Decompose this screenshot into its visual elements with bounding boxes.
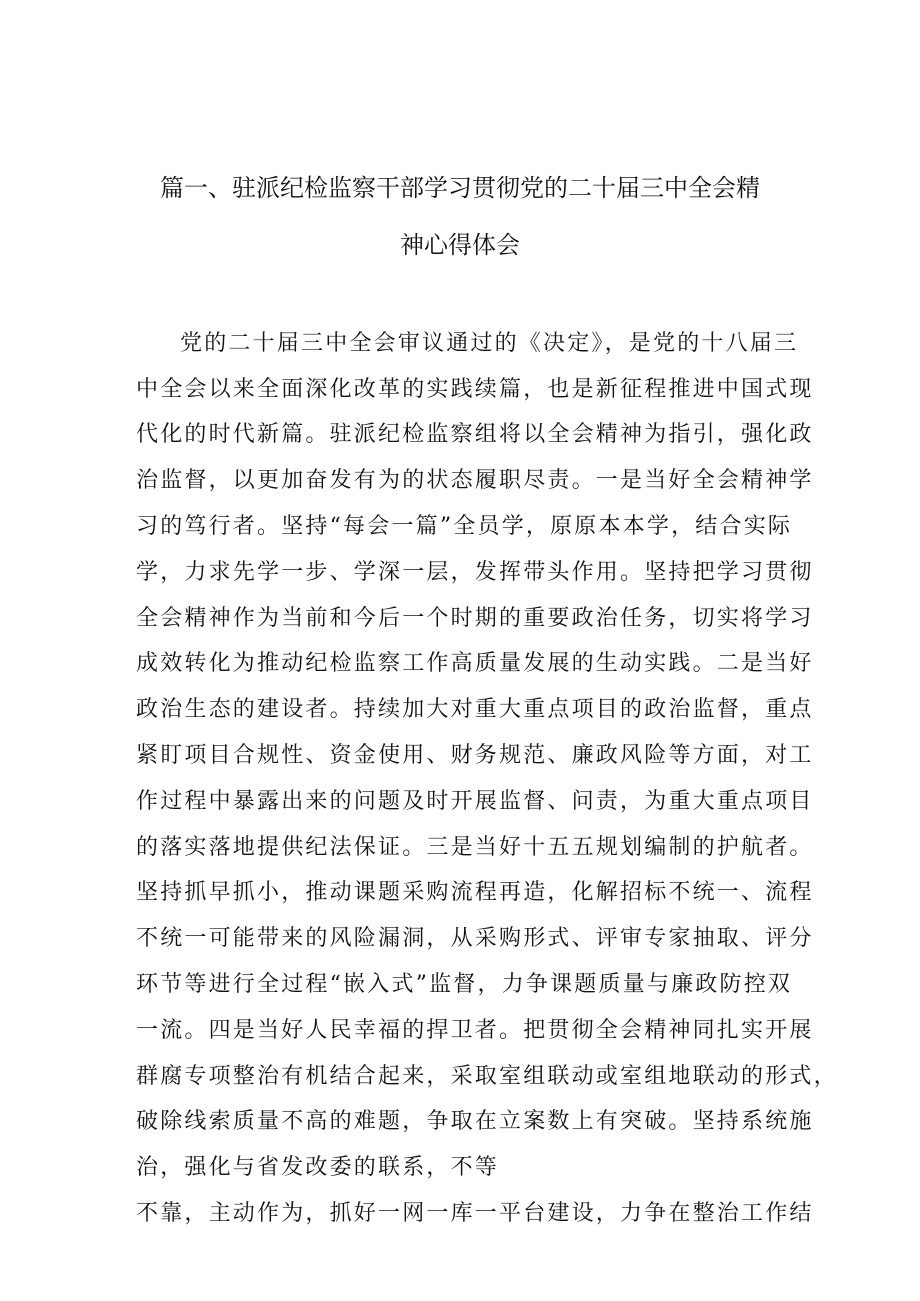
document-title-line-2: 神心得体会 xyxy=(400,231,520,259)
body-paragraph-line: 不靠，主动作为，抓好一网一库一平台建设，力争在整治工作结 xyxy=(136,1201,814,1226)
body-paragraph-line: 作过程中暴露出来的问题及时开展监督、问责，为重大重点项目 xyxy=(136,789,814,814)
body-paragraph-line: 的落实落地提供纪法保证。三是当好十五五规划编制的护航者。 xyxy=(136,835,814,860)
body-paragraph-line: 紧盯项目合规性、资金使用、财务规范、廉政风险等方面，对工 xyxy=(136,743,814,768)
body-paragraph-line: 破除线索质量不高的难题，争取在立案数上有突破。坚持系统施 xyxy=(136,1109,814,1134)
body-paragraph-line: 群腐专项整治有机结合起来，采取室组联动或室组地联动的形式， xyxy=(136,1064,838,1089)
body-paragraph-line: 环节等进行全过程“嵌入式”监督，力争课题质量与廉政防控双 xyxy=(136,972,793,997)
body-paragraph-line: 治监督，以更加奋发有为的状态履职尽责。一是当好全会精神学 xyxy=(136,468,814,493)
body-paragraph-line: 中全会以来全面深化改革的实践续篇，也是新征程推进中国式现 xyxy=(136,377,814,402)
body-paragraph-line: 治，强化与省发改委的联系，不等 xyxy=(136,1155,500,1180)
body-paragraph-line: 一流。四是当好人民幸福的捍卫者。把贯彻全会精神同扎实开展 xyxy=(136,1018,814,1043)
body-paragraph-line: 成效转化为推动纪检监察工作高质量发展的生动实践。二是当好 xyxy=(136,651,814,676)
body-paragraph-line: 代化的时代新篇。驻派纪检监察组将以全会精神为指引，强化政 xyxy=(136,422,814,447)
body-paragraph-line: 政治生态的建设者。持续加大对重大重点项目的政治监督，重点 xyxy=(136,697,814,722)
body-paragraph-line: 不统一可能带来的风险漏洞，从采购形式、评审专家抽取、评分 xyxy=(136,926,814,951)
body-paragraph-line: 全会精神作为当前和今后一个时期的重要政治任务，切实将学习 xyxy=(136,606,814,631)
body-paragraph-line: 党的二十届三中全会审议通过的《决定》，是党的十八届三 xyxy=(180,331,799,356)
body-paragraph-line: 习的笃行者。坚持“每会一篇”全员学，原原本本学，结合实际 xyxy=(136,514,793,539)
body-paragraph-line: 学，力求先学一步、学深一层，发挥带头作用。坚持把学习贯彻 xyxy=(136,560,814,585)
body-paragraph-line: 坚持抓早抓小，推动课题采购流程再造，化解招标不统一、流程 xyxy=(136,880,814,905)
document-title-line-1: 篇一、驻派纪检监察干部学习贯彻党的二十届三中全会精 xyxy=(160,174,760,202)
